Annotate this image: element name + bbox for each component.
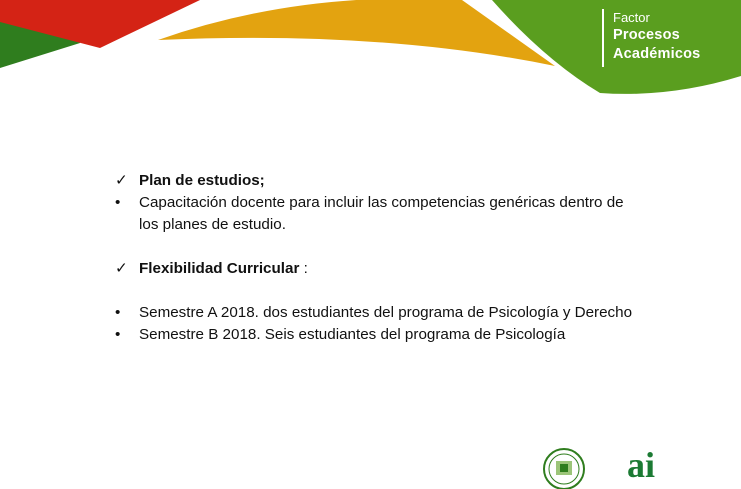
bullet-icon: • <box>115 326 121 343</box>
bullet-semestre-a <box>113 302 713 324</box>
bullet-text-line1: Capacitación docente para incluir las competencias genéricas dentro de <box>139 194 624 211</box>
bullet-capacitacion <box>113 192 713 214</box>
plan-heading-text: Plan de estudios; <box>139 172 265 189</box>
university-seal-icon <box>541 447 587 489</box>
section-heading-flexibilidad <box>113 258 713 280</box>
bullet-semestre-b-text: Semestre B 2018. Seis estudiantes del programa de Psicología <box>139 326 566 343</box>
banner-yellow-shape <box>158 0 555 66</box>
checkmark-icon: ✓ <box>115 260 128 277</box>
factor-title-block <box>602 9 700 67</box>
bullet-text-line2: los planes de estudio. <box>139 216 286 233</box>
factor-title-line2: Académicos <box>613 45 701 62</box>
factor-label: Factor <box>613 10 650 25</box>
bullet-semestre-a-text: Semestre A 2018. dos estudiantes del programa de Psicología y Derecho <box>139 304 633 321</box>
factor-title-line1: Procesos <box>613 27 680 43</box>
slide-content <box>113 170 713 346</box>
bullet-icon: • <box>115 304 121 321</box>
bullet-semestre-b <box>113 324 713 346</box>
checkmark-icon: ✓ <box>115 172 128 189</box>
bullet-icon: • <box>115 194 121 211</box>
ai-logo: ai <box>627 445 656 485</box>
bullet-capacitacion-continued <box>113 214 713 236</box>
flexibilidad-heading-text: Flexibilidad Curricular <box>139 260 300 277</box>
flexibilidad-heading-suffix: : <box>299 260 308 277</box>
section-heading-plan <box>113 170 713 192</box>
